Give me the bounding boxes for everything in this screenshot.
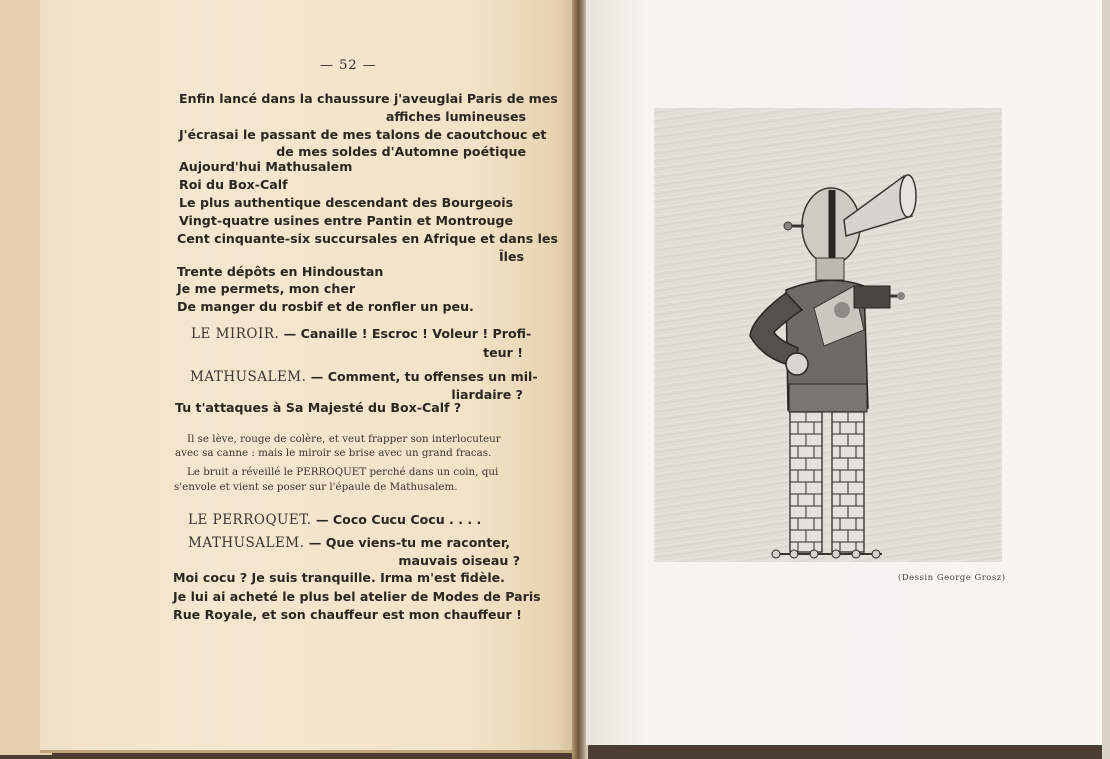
verse-line: Le plus authentique descendant des Bourgeois — [179, 195, 514, 210]
dialogue-mathusalem — [188, 532, 510, 551]
speaker-name: LE MIROIR. — [191, 326, 280, 342]
verse-line: Îles — [498, 249, 524, 264]
verse-line: Trente dépôts en Hindoustan — [177, 264, 384, 279]
dialogue-text: — Coco Cucu Cocu . . . . — [311, 512, 482, 527]
illustration-plate — [654, 108, 1002, 562]
illustration-caption: (Dessin George Grosz) — [898, 573, 1006, 583]
verse-line: Enfin lancé dans la chaussure j'aveuglai Paris de mes — [179, 91, 558, 106]
dialogue-text: teur ! — [483, 345, 523, 360]
stage-direction: s'envole et vient se poser sur l'épaule de Mathusalem. — [174, 481, 458, 493]
dialogue-text: mauvais oiseau ? — [398, 553, 520, 568]
dialogue-text: — Canaille ! Escroc ! Voleur ! Profi- — [279, 326, 532, 341]
dialogue-text: Je lui ai acheté le plus bel atelier de Modes de Paris — [173, 589, 541, 604]
verse-line: de mes soldes d'Automne poétique — [276, 144, 526, 159]
stage-direction: Le bruit a réveillé le PERROQUET perché dans un coin, qui — [187, 466, 499, 478]
dialogue-text: — Comment, tu offenses un mil- — [306, 369, 538, 384]
right-page-edge — [1102, 0, 1110, 759]
verse-line: De manger du rosbif et de ronfler un peu. — [177, 299, 474, 314]
verse-line: Roi du Box-Calf — [179, 177, 288, 192]
speaker-name: MATHUSALEM. — [188, 535, 305, 551]
dialogue-miroir — [191, 323, 531, 342]
stage-direction: avec sa canne : mais le miroir se brise avec un grand fracas. — [175, 447, 492, 459]
speaker-name: LE PERROQUET. — [188, 512, 312, 528]
page-number: — 52 — — [320, 58, 377, 73]
verse-line: Vingt-quatre usines entre Pantin et Montrouge — [179, 213, 514, 228]
verse-line: Cent cinquante-six succursales en Afrique et dans les — [177, 231, 558, 246]
figure-illustration — [654, 108, 1002, 562]
speaker-name: MATHUSALEM. — [190, 369, 307, 385]
stage-direction: Il se lève, rouge de colère, et veut frapper son interlocuteur — [187, 433, 501, 445]
dialogue-text: Moi cocu ? Je suis tranquille. Irma m'est fidèle. — [173, 570, 505, 585]
dialogue-text: Rue Royale, et son chauffeur est mon chauffeur ! — [173, 607, 522, 622]
verse-line: Aujourd'hui Mathusalem — [179, 159, 353, 174]
verse-line: J'écrasai le passant de mes talons de caoutchouc et — [179, 127, 547, 142]
dialogue-text: Tu t'attaques à Sa Majesté du Box-Calf ? — [175, 400, 462, 415]
dialogue-mathusalem — [190, 366, 538, 385]
dialogue-perroquet — [188, 509, 481, 528]
verse-line: Je me permets, mon cher — [177, 281, 356, 296]
verse-line: affiches lumineuses — [385, 109, 526, 124]
dialogue-text: — Que viens-tu me raconter, — [304, 535, 511, 550]
dialogue-text: liardaire ? — [451, 387, 523, 402]
